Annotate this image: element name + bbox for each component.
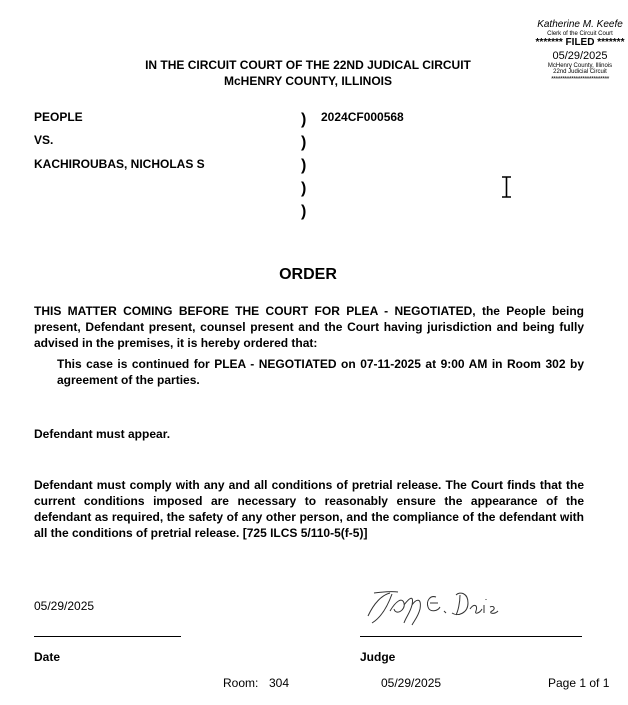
caption-paren: ) (301, 180, 307, 197)
footer-date: 05/29/2025 (381, 676, 442, 690)
filed-date: 05/29/2025 (552, 49, 608, 62)
date-signature-line (34, 636, 181, 637)
caption-paren: ) (301, 134, 307, 151)
caption-paren: ) (301, 157, 307, 174)
room-label: Room: (223, 676, 259, 690)
stamp-stars: ************************** (551, 76, 609, 84)
plaintiff: PEOPLE (34, 110, 83, 124)
caption-paren: ) (301, 203, 307, 220)
defendant: KACHIROUBAS, NICHOLAS S (34, 157, 205, 171)
conditions-paragraph: Defendant must comply with any and all conditions of pretrial release. The Court finds that the current conditions imposed are necessary to reasonably ensure the appearance of the defendant as required, the safety of any other person, and the compliance of the defendant with all the conditions of pretrial release. [725 ILCS 5/110-5(f-5)] (34, 478, 584, 540)
case-number: 2024CF000568 (321, 110, 404, 124)
signed-date: 05/29/2025 (34, 599, 95, 613)
judge-signature-line (360, 636, 582, 637)
stamp-circuit: 22nd Judicial Circuit (553, 69, 607, 76)
page-number: Page 1 of 1 (548, 676, 610, 690)
filed-label: ******* FILED ******* (535, 37, 625, 49)
clerk-name: Katherine M. Keefe (537, 19, 623, 30)
continuance-paragraph: This case is continued for PLEA - NEGOTIATED on 07-11-2025 at 9:00 AM in Room 302 by agreement of the parties. (57, 357, 584, 387)
court-county: McHENRY COUNTY, ILLINOIS (223, 74, 393, 88)
judge-label: Judge (360, 650, 396, 664)
intro-paragraph: THIS MATTER COMING BEFORE THE COURT FOR PLEA - NEGOTIATED, the People being present, Defendant present, counsel present and the Court having jurisdiction and being fully advised in the premises, it is hereby ordered that: (34, 304, 584, 350)
versus: VS. (34, 133, 54, 147)
text-cursor-icon (500, 176, 513, 198)
court-heading: IN THE CIRCUIT COURT OF THE 22ND JUDICAL CIRCUIT (145, 58, 471, 72)
date-label: Date (34, 650, 61, 664)
caption-paren: ) (301, 111, 307, 128)
room-value: 304 (269, 676, 290, 690)
stamp-county: McHenry County, Illinois (547, 62, 613, 69)
appear-paragraph: Defendant must appear. (34, 427, 171, 441)
judge-signature-icon (360, 583, 510, 631)
order-title: ORDER (279, 266, 337, 283)
clerk-title: Clerk of the Circuit Court (547, 30, 613, 37)
